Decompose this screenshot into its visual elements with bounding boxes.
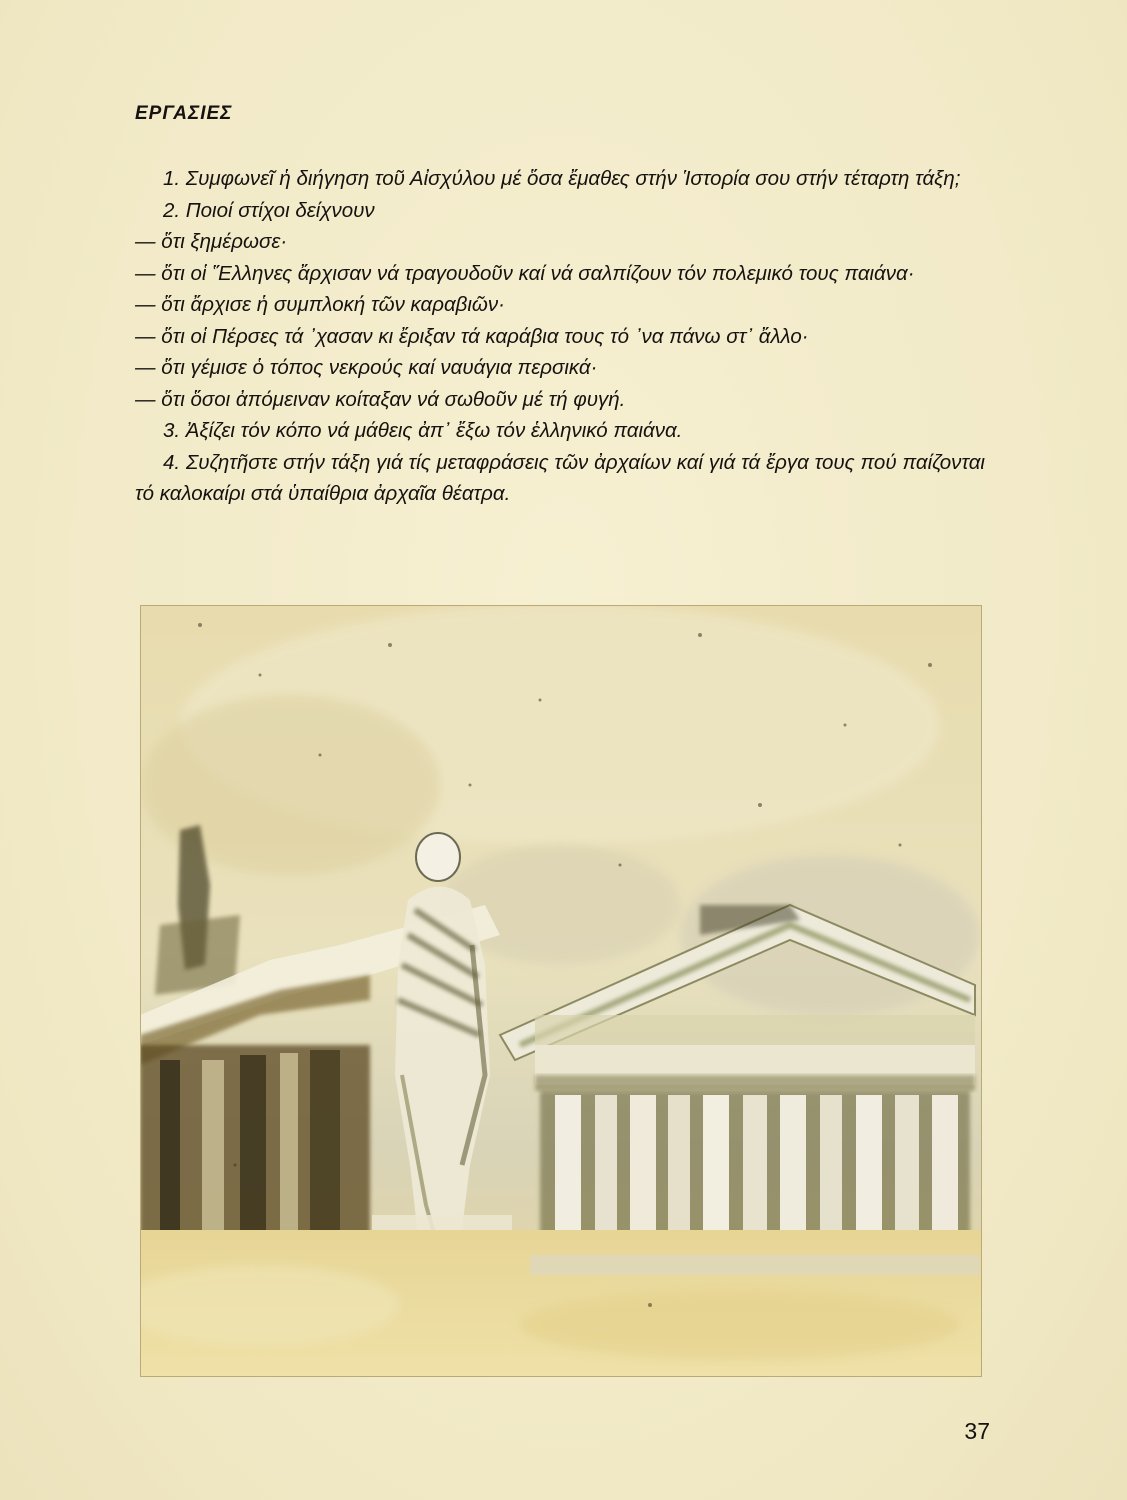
statue-head bbox=[416, 833, 460, 881]
section-heading: ΕΡΓΑΣΙΕΣ bbox=[135, 103, 233, 124]
exercise-subitem: — ὅτι οἱ Πέρσες τά ᾿χασαν κι ἔριξαν τά καράβια τους τό ᾿να πάνω στ᾿ ἄλλο· bbox=[135, 324, 809, 348]
exercise-item: 2. Ποιοί στίχοι δείχνουν bbox=[163, 198, 375, 222]
exercise-item: 3. Ἀξίζει τόν κόπο νά μάθεις ἀπ᾿ ἔξω τόν ἑλληνικό παιάνα. bbox=[163, 419, 683, 442]
exercise-subitem: — ὅτι οἱ Ἕλληνες ἄρχισαν νά τραγουδοῦν καί νά σαλπίζουν τόν πολεμικό τους παιάνα· bbox=[135, 261, 915, 285]
exercise-item: 4. Συζητῆστε στήν τάξη γιά τίς μεταφράσεις τῶν ἀρχαίων καί γιά τά ἔργα τους πού παίζονται τό καλοκαίρι στά ὑπαίθρια ἀρχαῖα θέατρα. bbox=[135, 450, 985, 505]
temple-illustration bbox=[140, 605, 982, 1377]
exercise-subitem: — ὅτι ξημέρωσε· bbox=[135, 230, 288, 253]
temple-painting bbox=[140, 605, 982, 1377]
page-number: 37 bbox=[964, 1418, 990, 1444]
exercise-subitem: — ὅτι ὅσοι ἀπόμειναν κοίταξαν νά σωθοῦν μέ τή φυγή. bbox=[135, 387, 626, 411]
exercise-list bbox=[135, 163, 985, 510]
exercise-item: 1. Συμφωνεῖ ἡ διήγηση τοῦ Αἰσχύλου μέ ὅσα ἔμαθες στήν Ἱστορία σου στήν τέταρτη τάξη; bbox=[163, 167, 961, 190]
exercise-subitem: — ὅτι ἄρχισε ἡ συμπλοκή τῶν καραβιῶν· bbox=[135, 293, 505, 316]
exercise-subitem: — ὅτι γέμισε ὁ τόπος νεκρούς καί ναυάγια περσικά· bbox=[135, 356, 598, 379]
